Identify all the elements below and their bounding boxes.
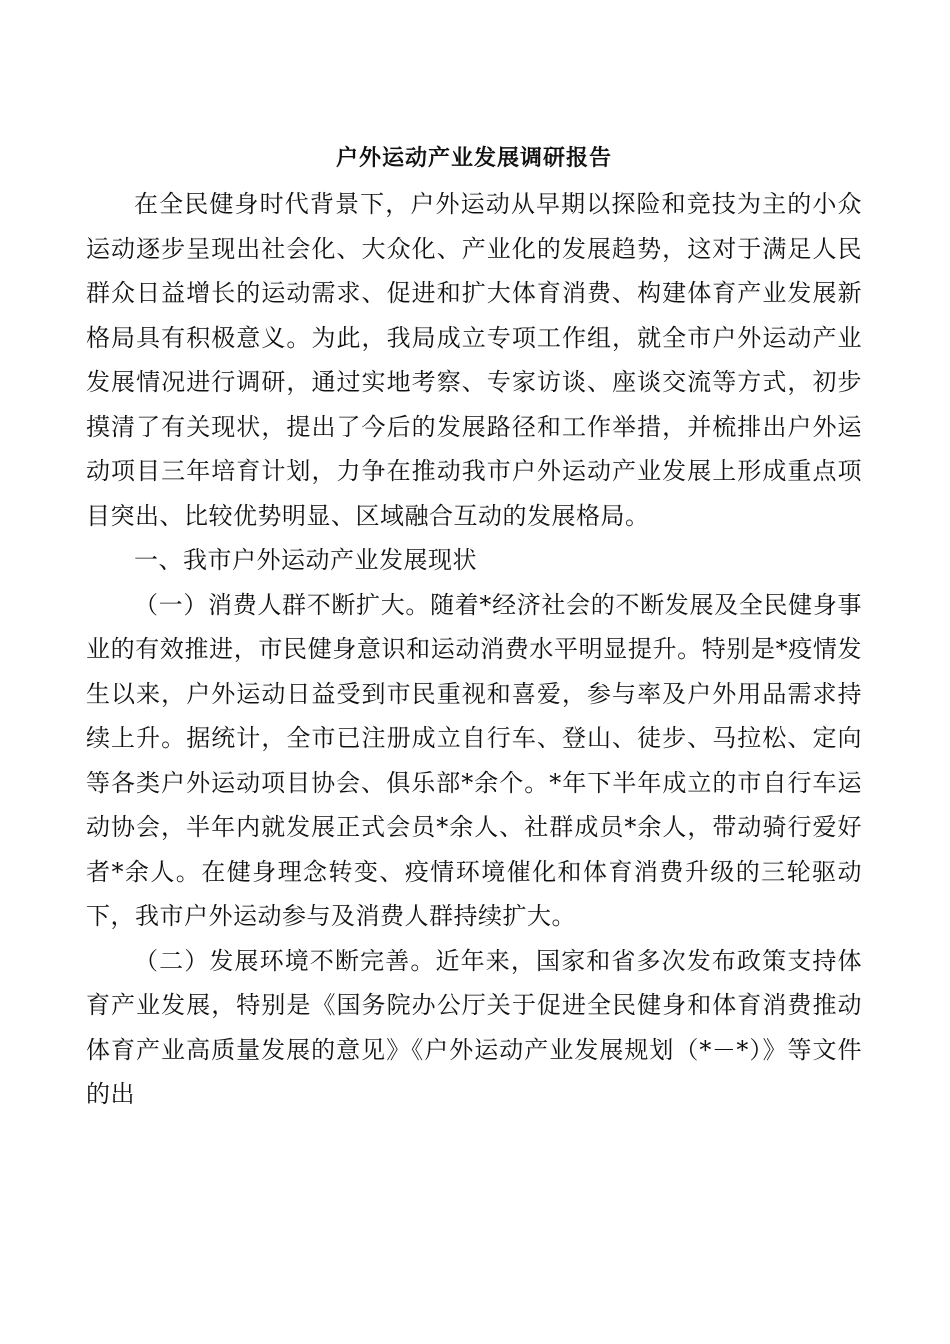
intro-paragraph: 在全民健身时代背景下，户外运动从早期以探险和竞技为主的小众运动逐步呈现出社会化、大众化、产业化的发展趋势，这对于满足人民群众日益增长的运动需求、促进和扩大体育消费、构建体育产业发展新格局具有积极意义。为此，我局成立专项工作组，就全市户外运动产业发展情况进行调研，通过实地考察、专家访谈、座谈交流等方式，初步摸清了有关现状，提出了今后的发展路径和工作举措，并梳排出户外运动项目三年培育计划，力争在推动我市户外运动产业发展上形成重点项目突出、比较优势明显、区域融合互动的发展格局。 [86, 190, 862, 530]
document-page [86, 138, 862, 1117]
subsection-paragraph-1: （一）消费人群不断扩大。随着*经济社会的不断发展及全民健身事业的有效推进，市民健身意识和运动消费水平明显提升。特别是*疫情发生以来，户外运动日益受到市民重视和喜爱，参与率及户外用品需求持续上升。据统计，全市已注册成立自行车、登山、徒步、马拉松、定向等各类户外运动项目协会、俱乐部*余个。*年下半年成立的市自行车运动协会，半年内就发展正式会员*余人、社群成员*余人，带动骑行爱好者*余人。在健身理念转变、疫情环境催化和体育消费升级的三轮驱动下，我市户外运动参与及消费人群持续扩大。 [86, 590, 862, 930]
section-heading: 一、我市户外运动产业发展现状 [134, 546, 477, 574]
subsection-paragraph-2: （二）发展环境不断完善。近年来，国家和省多次发布政策支持体育产业发展，特别是《国务院办公厅关于促进全民健身和体育消费推动体育产业高质量发展的意见》《户外运动产业发展规划（*－*）》等文件的出 [86, 946, 862, 1108]
document-title: 户外运动产业发展调研报告 [335, 145, 612, 171]
